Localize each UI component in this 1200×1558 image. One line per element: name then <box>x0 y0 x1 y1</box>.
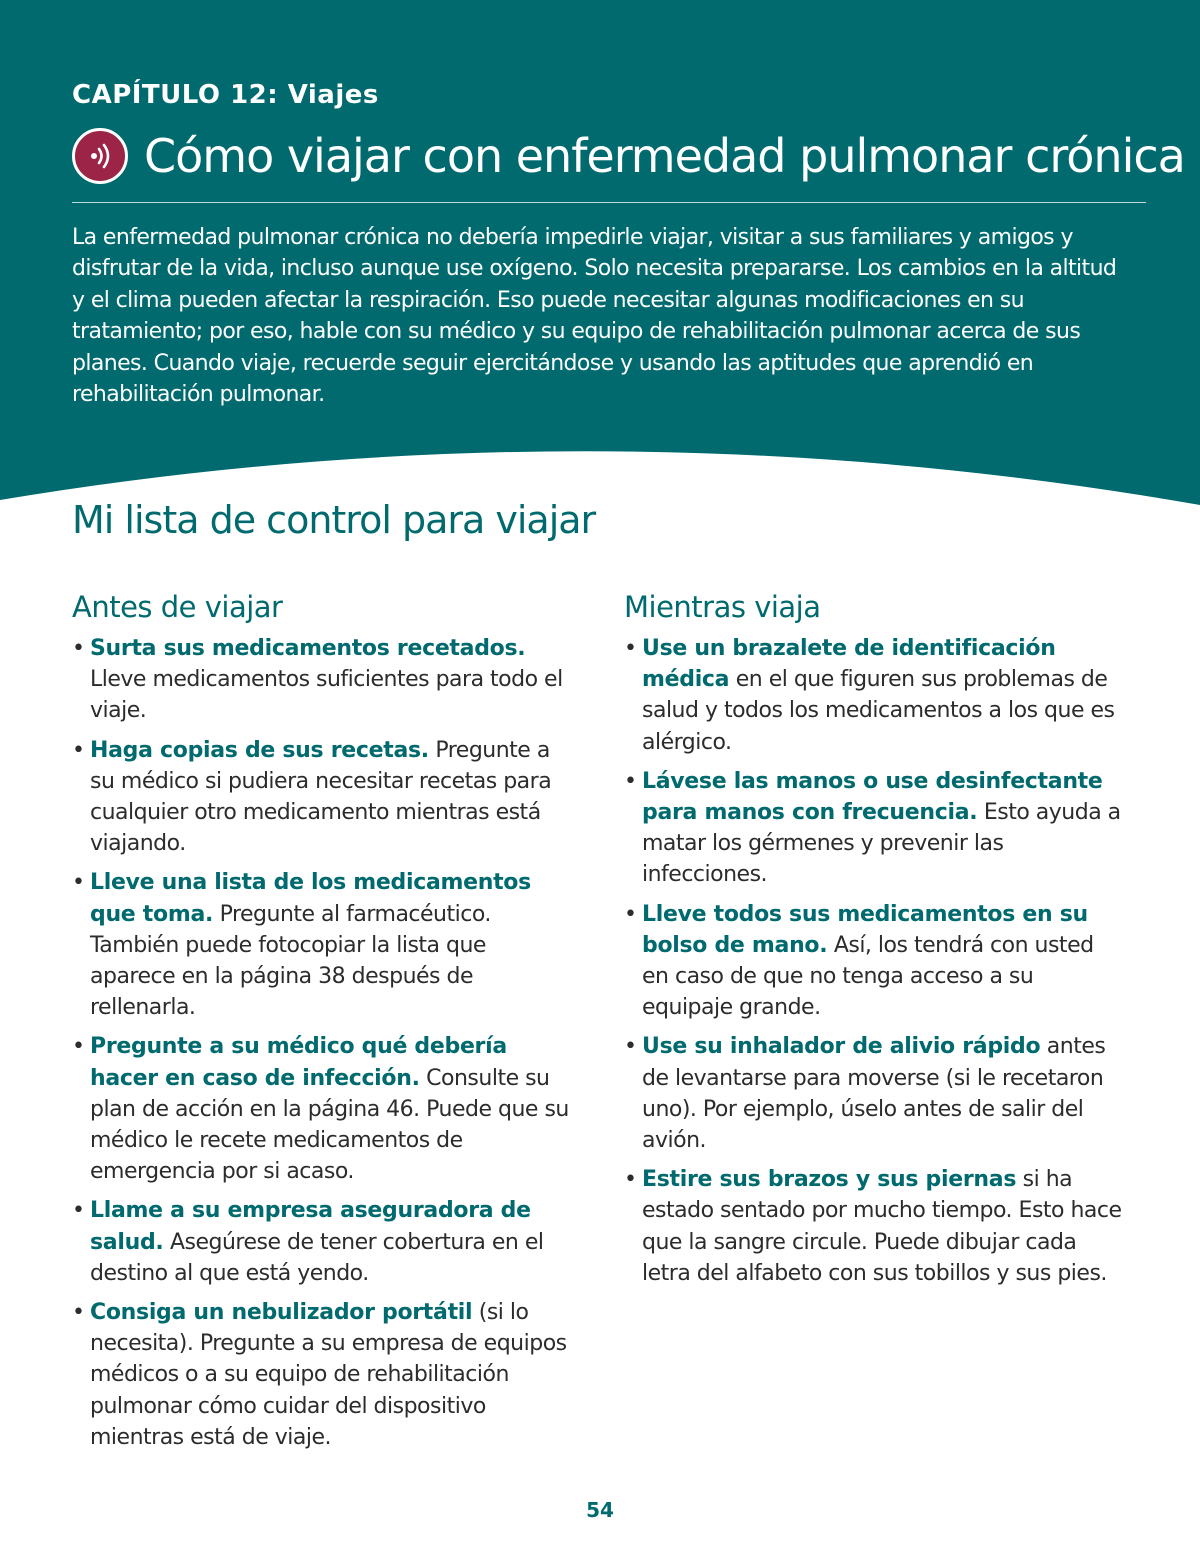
item-lead: Surta sus medicamentos recetados. <box>90 636 526 661</box>
chapter-label: CAPÍTULO 12: Viajes <box>72 80 379 110</box>
bullet-icon: • <box>624 901 637 927</box>
item-text: (si lo necesita). Pregunte a su empresa de equipos médicos o a su equipo de rehabilitación pulmonar cómo cuidar del dispositivo mientras está de viaje. <box>90 1300 567 1450</box>
title-row <box>72 124 1185 188</box>
item-text: Así, los tendrá con usted en caso de que no tenga acceso a su equipaje grande. <box>642 932 1094 1021</box>
before-travel-list <box>72 633 572 1453</box>
list-item <box>624 899 1124 1024</box>
bullet-icon: • <box>624 1167 637 1193</box>
bullet-icon: • <box>72 636 85 661</box>
bullet-icon: • <box>72 1198 85 1224</box>
audio-icon[interactable] <box>72 128 128 184</box>
bullet-icon: • <box>72 1300 85 1326</box>
item-lead: Use un brazalete de identificación médica <box>642 636 1056 693</box>
list-item <box>624 1031 1124 1156</box>
list-item <box>72 735 572 860</box>
while-travel-heading: Mientras viaja <box>624 590 821 624</box>
item-lead: Pregunte a su médico qué debería hacer en caso de infección. <box>90 1034 507 1091</box>
item-lead: Haga copias de sus recetas. <box>90 737 429 763</box>
bullet-icon: • <box>72 1034 85 1060</box>
page-number: 54 <box>586 1498 614 1522</box>
section-title: Mi lista de control para viajar <box>72 498 596 542</box>
item-lead: Lleve todos sus medicamentos en su bolso de mano. <box>642 901 1088 958</box>
item-lead: Use su inhalador de alivio rápido <box>642 1034 1041 1060</box>
item-lead: Consiga un nebulizador portátil <box>90 1300 473 1326</box>
item-text: Pregunte a su médico si pudiera necesitar recetas para cualquier otro medicamento mientras está viajando. <box>90 737 552 857</box>
item-lead: Lleve una lista de los medicamentos que toma. <box>90 870 531 927</box>
item-lead: Estire sus brazos y sus piernas <box>642 1167 1017 1193</box>
item-text: Consulte su plan de acción en la página 46. Puede que su médico le recete medicamentos de emergencia por si acaso. <box>90 1065 569 1185</box>
while-travel-column <box>624 585 1124 1297</box>
bullet-icon: • <box>72 870 85 896</box>
page-title: Cómo viajar con enfermedad pulmonar crónica <box>144 129 1185 183</box>
item-lead: Lávese las manos o use desinfectante para manos con frecuencia. <box>642 768 1103 826</box>
item-text: Lleve medicamentos suficientes para todo el viaje. <box>90 667 563 724</box>
list-item <box>624 633 1124 758</box>
list-item <box>624 1164 1124 1289</box>
list-item <box>72 867 572 1023</box>
list-item <box>72 633 572 727</box>
item-text: si ha estado sentado por mucho tiempo. Esto hace que la sangre circule. Puede dibujar cada letra del alfabeto con sus tobillos y sus pies. <box>642 1167 1122 1286</box>
item-text: antes de levantarse para moverse (si le recetaron uno). Por ejemplo, úselo antes de salir del avión. <box>642 1034 1106 1154</box>
item-text: Pregunte al farmacéutico. También puede fotocopiar la lista que aparece en la página 38 después de rellenarla. <box>90 901 491 1021</box>
bullet-icon: • <box>624 768 637 794</box>
list-item <box>624 766 1124 891</box>
bullet-icon: • <box>72 737 85 763</box>
list-item <box>72 1297 572 1453</box>
list-item <box>72 1195 572 1289</box>
header-divider <box>72 202 1146 203</box>
item-lead: Llame a su empresa aseguradora de salud. <box>90 1198 531 1255</box>
bullet-icon: • <box>624 1034 637 1060</box>
item-text: en el que figuren sus problemas de salud y todos los medicamentos a los que es alérgico. <box>642 667 1115 755</box>
before-travel-column <box>72 585 572 1461</box>
before-travel-heading: Antes de viajar <box>72 590 283 624</box>
intro-paragraph: La enfermedad pulmonar crónica no debería impedirle viajar, visitar a sus familiares y amigos y disfrutar de la vida, incluso aunque use oxígeno. Solo necesita prepararse. Los cambios en la altitud y el clima pueden afectar la respiración. Eso puede necesitar algunas modificaciones en su tratamiento; por eso, hable con su médico y su equipo de rehabilitación pulmonar acerca de sus planes. Cuando viaje, recuerde seguir ejercitándose y usando las aptitudes que aprendió en rehabilitación pulmonar. <box>72 225 1117 408</box>
item-text: Asegúrese de tener cobertura en el destino al que está yendo. <box>90 1229 544 1286</box>
list-item <box>72 1031 572 1187</box>
item-text: Esto ayuda a matar los gérmenes y prevenir las infecciones. <box>642 800 1121 888</box>
while-travel-list <box>624 633 1124 1289</box>
bullet-icon: • <box>624 636 637 661</box>
